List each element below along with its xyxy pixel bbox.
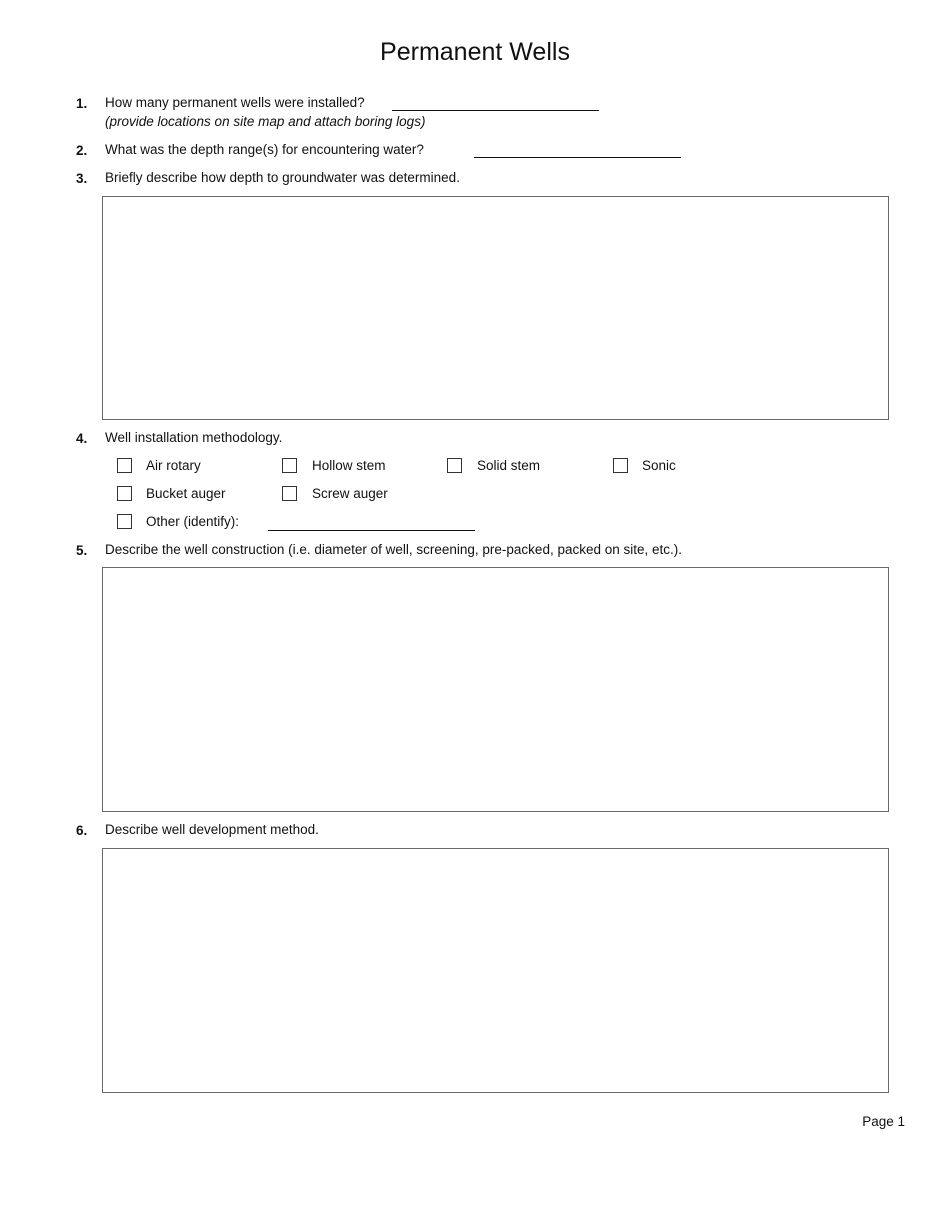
question-2-text: What was the depth range(s) for encountering water?	[105, 142, 424, 157]
screw-auger-label: Screw auger	[312, 486, 388, 501]
air-rotary-label: Air rotary	[146, 458, 201, 473]
bucket-auger-checkbox[interactable]	[117, 486, 132, 501]
question-5-text: Describe the well construction (i.e. diameter of well, screening, pre-packed, packed on site, etc.).	[105, 542, 683, 557]
groundwater-depth-textarea[interactable]	[102, 196, 889, 420]
solid-stem-checkbox[interactable]	[447, 458, 462, 473]
question-3-text: Briefly describe how depth to groundwater was determined.	[105, 170, 460, 185]
question-4-text: Well installation methodology.	[105, 430, 283, 445]
question-1-number: 1.	[76, 96, 88, 111]
screw-auger-checkbox[interactable]	[282, 486, 297, 501]
question-2-number: 2.	[76, 143, 88, 158]
other-label: Other (identify):	[146, 514, 240, 529]
question-1-text: How many permanent wells were installed?	[105, 95, 365, 110]
bucket-auger-label: Bucket auger	[146, 486, 226, 501]
question-1-hint: (provide locations on site map and attach boring logs)	[105, 114, 426, 129]
other-checkbox[interactable]	[117, 514, 132, 529]
question-6-number: 6.	[76, 823, 88, 838]
sonic-label: Sonic	[642, 458, 676, 473]
hollow-stem-checkbox[interactable]	[282, 458, 297, 473]
page-title: Permanent Wells	[380, 38, 570, 66]
question-3-number: 3.	[76, 171, 88, 186]
question-4-number: 4.	[76, 431, 88, 446]
question-5-number: 5.	[76, 543, 88, 558]
page-number: Page 1	[862, 1114, 905, 1129]
well-development-textarea[interactable]	[102, 848, 889, 1093]
air-rotary-checkbox[interactable]	[117, 458, 132, 473]
other-identify-field[interactable]	[268, 530, 475, 531]
wells-count-field[interactable]	[392, 110, 599, 111]
depth-range-field[interactable]	[474, 157, 681, 158]
hollow-stem-label: Hollow stem	[312, 458, 386, 473]
solid-stem-label: Solid stem	[477, 458, 541, 473]
sonic-checkbox[interactable]	[613, 458, 628, 473]
well-construction-textarea[interactable]	[102, 567, 889, 812]
question-6-text: Describe well development method.	[105, 822, 319, 837]
